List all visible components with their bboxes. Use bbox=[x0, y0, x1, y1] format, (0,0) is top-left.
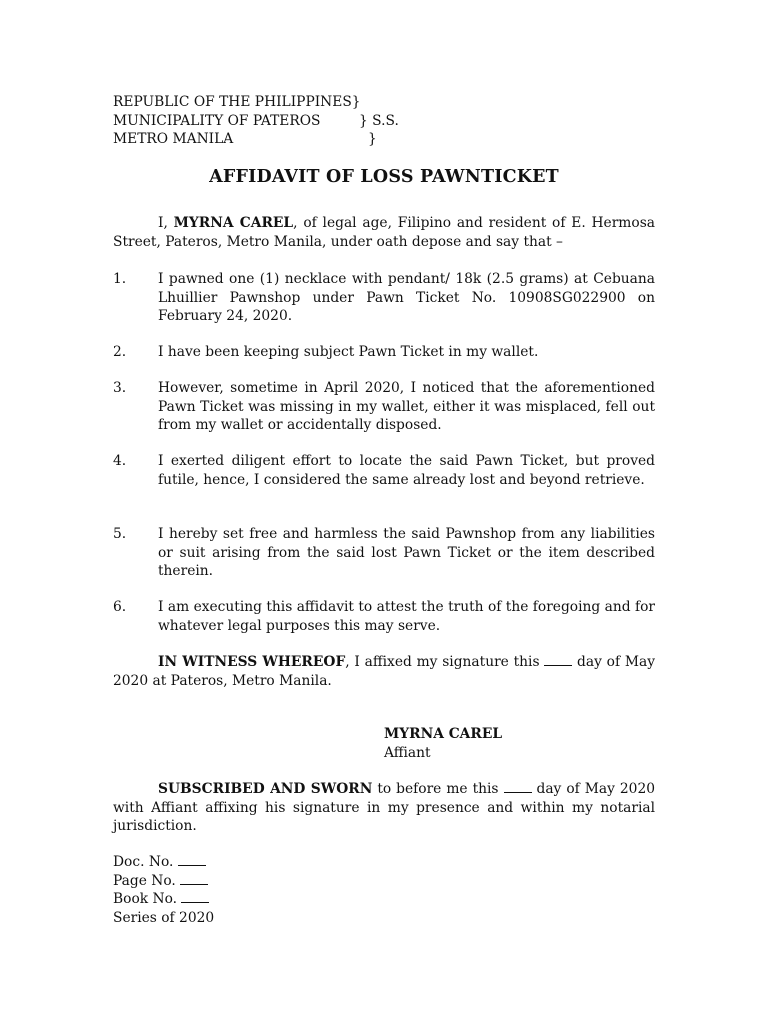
item-text: However, sometime in April 2020, I noticed that the aforementioned Pawn Ticket was missing in my wallet, either it was misplaced, fell out from my wallet or accidentally disposed. bbox=[158, 380, 655, 433]
venue-republic-brace: } bbox=[351, 94, 361, 110]
book-no-blank bbox=[181, 890, 209, 903]
witness-heading: IN WITNESS WHEREOF bbox=[158, 654, 346, 670]
list-item bbox=[113, 379, 655, 435]
signature-block bbox=[384, 725, 502, 762]
venue-municipality-text: MUNICIPALITY OF PATEROS bbox=[113, 112, 321, 129]
venue-metro-brace: } bbox=[368, 131, 377, 147]
item-text: I hereby set free and harmless the said Pawnshop from any liabilities or suit arising from the said lost Pawn Ticket or the item described therein. bbox=[158, 526, 655, 579]
doc-no-label: Doc. No. bbox=[113, 854, 178, 870]
item-text: I am executing this affidavit to attest the truth of the foregoing and for whatever legal purposes this may serve. bbox=[158, 599, 655, 634]
page-no-line bbox=[113, 872, 214, 891]
item-number: 2. bbox=[113, 344, 127, 360]
venue-block bbox=[113, 93, 399, 149]
item-text: I have been keeping subject Pawn Ticket in my wallet. bbox=[158, 344, 539, 360]
item-number: 6. bbox=[113, 599, 127, 615]
affiant-label: Affiant bbox=[384, 744, 431, 761]
affiant-name: MYRNA CAREL bbox=[384, 726, 503, 742]
page-no-label: Page No. bbox=[113, 872, 181, 889]
item-number: 5. bbox=[113, 526, 127, 542]
item-number: 3. bbox=[113, 380, 127, 396]
jurat-text-2: day of May 2020 with Affiant affixing his signature in my presence and within my notarial jurisdiction. bbox=[113, 781, 655, 834]
series-line: Series of 2020 bbox=[113, 909, 215, 926]
list-item bbox=[113, 525, 655, 581]
venue-line-municipality bbox=[113, 112, 399, 131]
list-item bbox=[113, 598, 655, 635]
item-text: I pawned one (1) necklace with pendant/ 18k (2.5 grams) at Cebuana Lhuillier Pawnshop under Pawn Ticket No. 10908SG022900 on February 24, 2020. bbox=[158, 271, 655, 324]
list-item bbox=[113, 343, 655, 362]
affiant-name-inline: MYRNA CAREL bbox=[173, 215, 294, 231]
intro-prefix: I, bbox=[158, 215, 174, 231]
jurat-heading: SUBSCRIBED AND SWORN bbox=[158, 781, 373, 797]
book-no-line bbox=[113, 890, 214, 909]
venue-ss-brace: } S.S. bbox=[359, 112, 399, 129]
venue-republic-text: REPUBLIC OF THE PHILIPPINES bbox=[113, 94, 352, 110]
intro-rest: , of legal age, Filipino and resident of E. Hermosa Street, Pateros, Metro Manila, under oath depose and say that – bbox=[113, 215, 656, 250]
book-no-label: Book No. bbox=[113, 891, 182, 907]
jurat-text-1: to before me this bbox=[372, 781, 504, 797]
notarial-register bbox=[113, 853, 214, 927]
jurat-day-blank bbox=[504, 780, 532, 793]
venue-line-metro bbox=[113, 130, 377, 149]
day-blank bbox=[544, 653, 572, 666]
intro-paragraph bbox=[113, 214, 655, 251]
venue-line-republic bbox=[113, 93, 361, 112]
item-text: I exerted diligent effort to locate the said Pawn Ticket, but proved futile, hence, I considered the same already lost and beyond retrieve. bbox=[158, 453, 655, 488]
jurat-paragraph bbox=[113, 780, 655, 836]
witness-text-1: , I affixed my signature this bbox=[345, 654, 545, 670]
witness-text-2: day of May 2020 at Pateros, Metro Manila. bbox=[113, 654, 655, 689]
doc-no-blank bbox=[178, 853, 206, 866]
item-number: 4. bbox=[113, 453, 127, 469]
document-title: AFFIDAVIT OF LOSS PAWNTICKET bbox=[209, 167, 559, 187]
page-no-blank bbox=[180, 872, 208, 885]
list-item bbox=[113, 452, 655, 489]
doc-no-line bbox=[113, 853, 214, 872]
witness-paragraph bbox=[113, 653, 655, 690]
venue-metro-text: METRO MANILA bbox=[113, 131, 234, 147]
list-item bbox=[113, 270, 655, 326]
item-number: 1. bbox=[113, 271, 127, 287]
